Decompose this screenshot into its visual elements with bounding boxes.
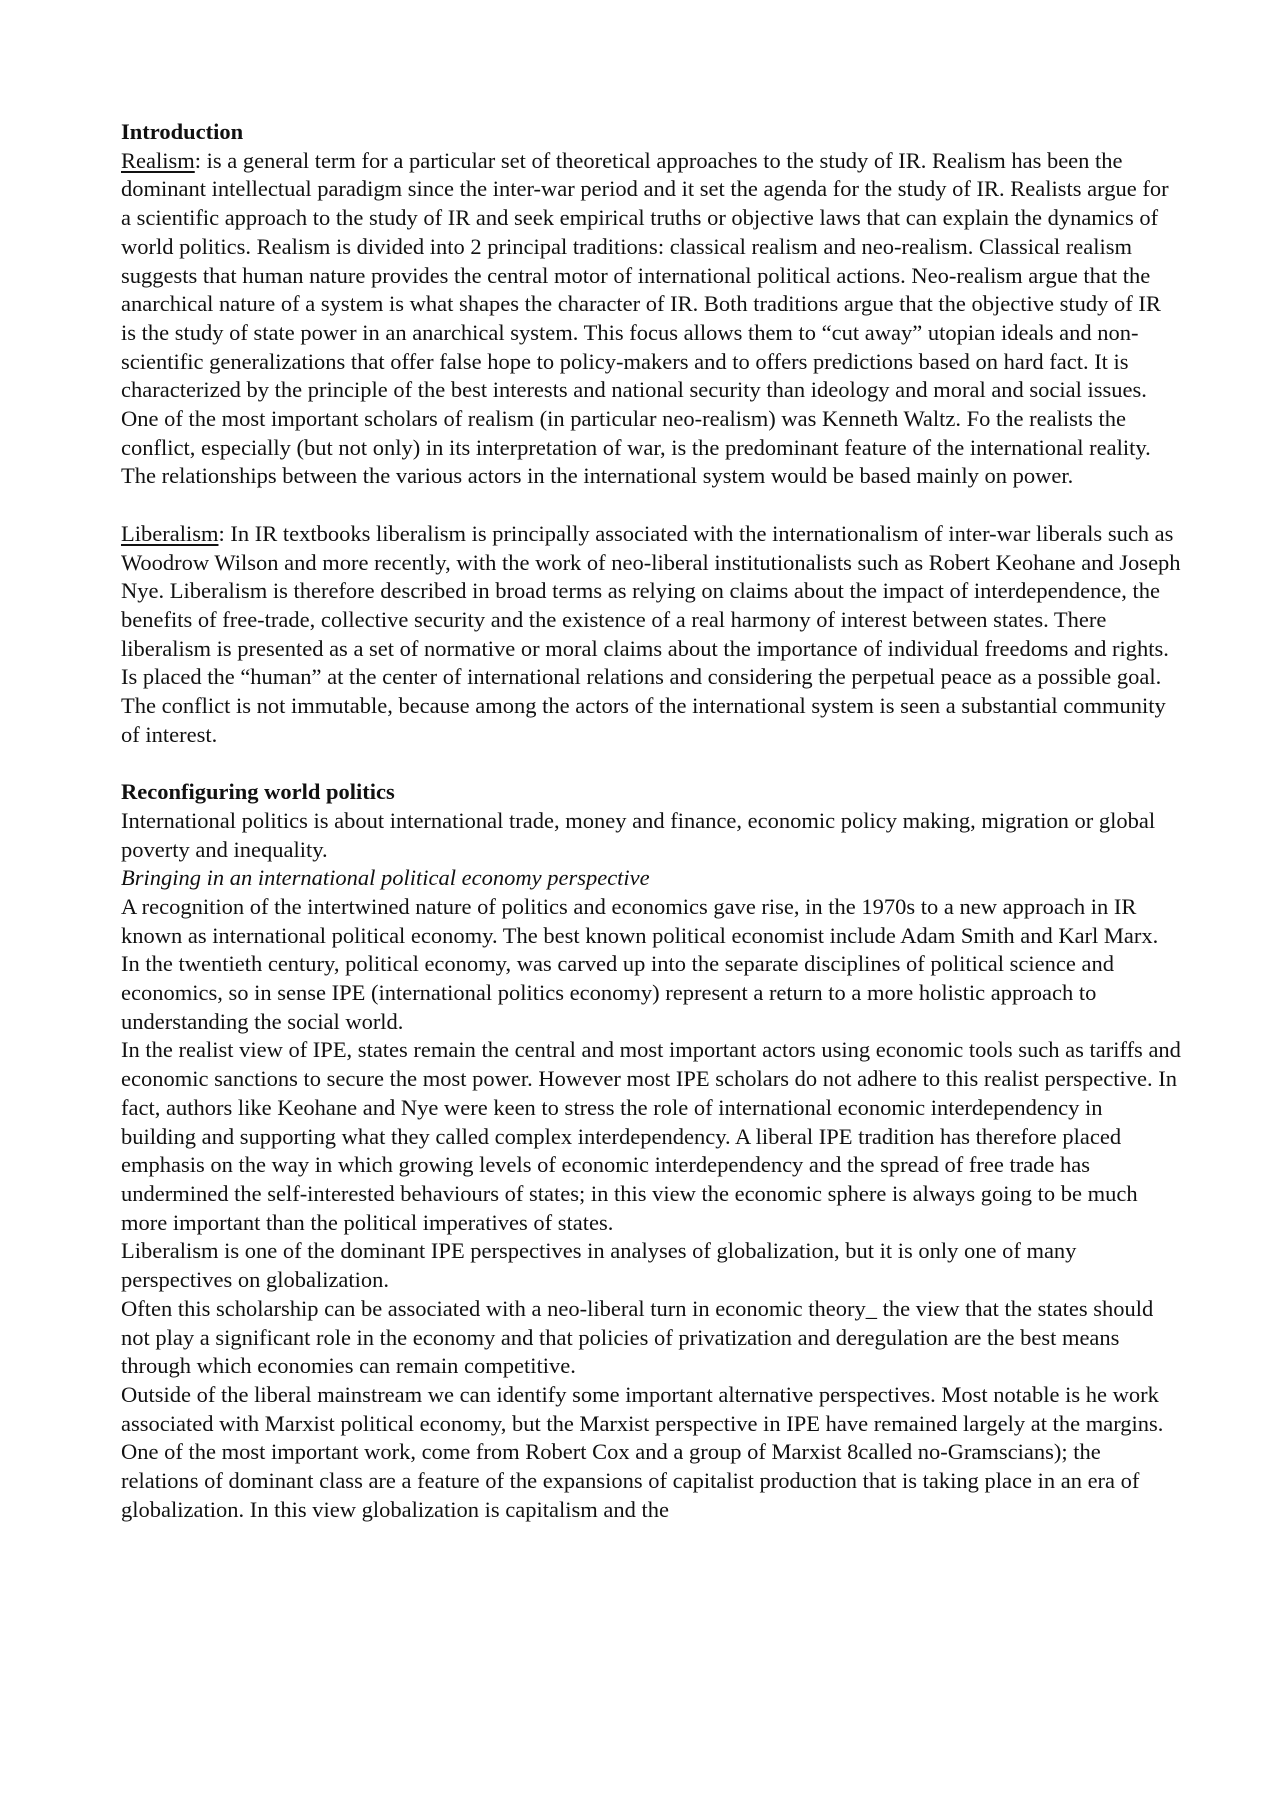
international-politics-paragraph: International politics is about international trade, money and finance, economic policy making, migration or global poverty and inequality. [121,807,1156,862]
ipe-origins-paragraph: A recognition of the intertwined nature of politics and economics gave rise, in the 1970s to a new approach in IR known as international political economy. The best known political economist include Adam Smith and Karl Marx. In the twentieth century, political economy, was carved up into the separate disciplines of political science and economics, so in sense IPE (international politics economy) represent a return to a more holistic approach to understanding the social world. [121,893,1159,1034]
document-page [121,118,1181,1524]
realism-text: : is a general term for a particular set of theoretical approaches to the study of IR. Realism has been the dominant intellectual paradigm since the inter-war period and it set the agenda for the study of IR. Realists argue for a scientific approach to the study of IR and seek empirical truths or objective laws that can explain the dynamics of world politics. Realism is divided into 2 principal traditions: classical realism and neo-realism. Classical realism suggests that human nature provides the central motor of international political actions. Neo-realism argue that the anarchical nature of a system is what shapes the character of IR. Both traditions argue that the objective study of IR is the study of state power in an anarchical system. This focus allows them to “cut away” utopian ideals and non-scientific generalizations that offer false hope to policy-makers and to offers predictions based on hard fact. It is characterized by the principle of the best interests and national security than ideology and moral and social issues. One of the most important scholars of realism (in particular neo-realism) was Kenneth Waltz. Fo the realists the conflict, especially (but not only) in its interpretation of war, is the predominant feature of the international reality. The relationships between the various actors in the international system would be based mainly on power. [121,147,1169,489]
neo-liberal-paragraph: Often this scholarship can be associated with a neo-liberal turn in economic theory_ the view that the states should not play a significant role in the economy and that policies of privatization and deregulation are the best means through which economies can remain competitive. [121,1295,1154,1379]
liberalism-term: Liberalism [121,520,219,546]
reconfiguring-heading: Reconfiguring world politics [121,779,395,805]
liberalism-paragraph [121,520,1181,750]
realism-term: Realism [121,147,195,173]
paragraph-spacer [121,749,1181,778]
liberal-ipe-paragraph: Liberalism is one of the dominant IPE perspectives in analyses of globalization, but it is only one of many perspectives on globalization. [121,1238,1077,1293]
marxist-paragraph: Outside of the liberal mainstream we can identify some important alternative perspectives. Most notable is he work associated with Marxist political economy, but the Marxist perspective in IPE have remained largely at the margins. [121,1381,1164,1436]
paragraph-spacer [121,491,1181,520]
realism-paragraph [121,147,1181,491]
ipe-subheading: Bringing in an international political economy perspective [121,865,650,891]
neo-gramscian-paragraph: One of the most important work, come from Robert Cox and a group of Marxist 8called no-Gramscians); the relations of dominant class are a feature of the expansions of capitalist production that is taking place in an era of globalization. In this view globalization is capitalism and the [121,1439,1140,1522]
introduction-heading: Introduction [121,119,244,144]
realist-ipe-paragraph: In the realist view of IPE, states remain the central and most important actors using economic tools such as tariffs and economic sanctions to secure the most power. However most IPE scholars do not adhere to this realist perspective. In fact, authors like Keohane and Nye were keen to stress the role of international economic interdependency in building and supporting what they called complex interdependency. A liberal IPE tradition has therefore placed emphasis on the way in which growing levels of economic interdependency and the spread of free trade has undermined the self-interested behaviours of states; in this view the economic sphere is always going to be much more important than the political imperatives of states. [121,1037,1181,1235]
liberalism-text: : In IR textbooks liberalism is principally associated with the internationalism of inter-war liberals such as Woodrow Wilson and more recently, with the work of neo-liberal institutionalists such as Robert Keohane and Joseph Nye. Liberalism is therefore described in broad terms as relying on claims about the impact of interdependence, the benefits of free-trade, collective security and the existence of a real harmony of interest between states. There liberalism is presented as a set of normative or moral claims about the importance of individual freedoms and rights. Is placed the “human” at the center of international relations and considering the perpetual peace as a possible goal. The conflict is not immutable, because among the actors of the international system is seen a substantial community of interest. [121,520,1181,747]
